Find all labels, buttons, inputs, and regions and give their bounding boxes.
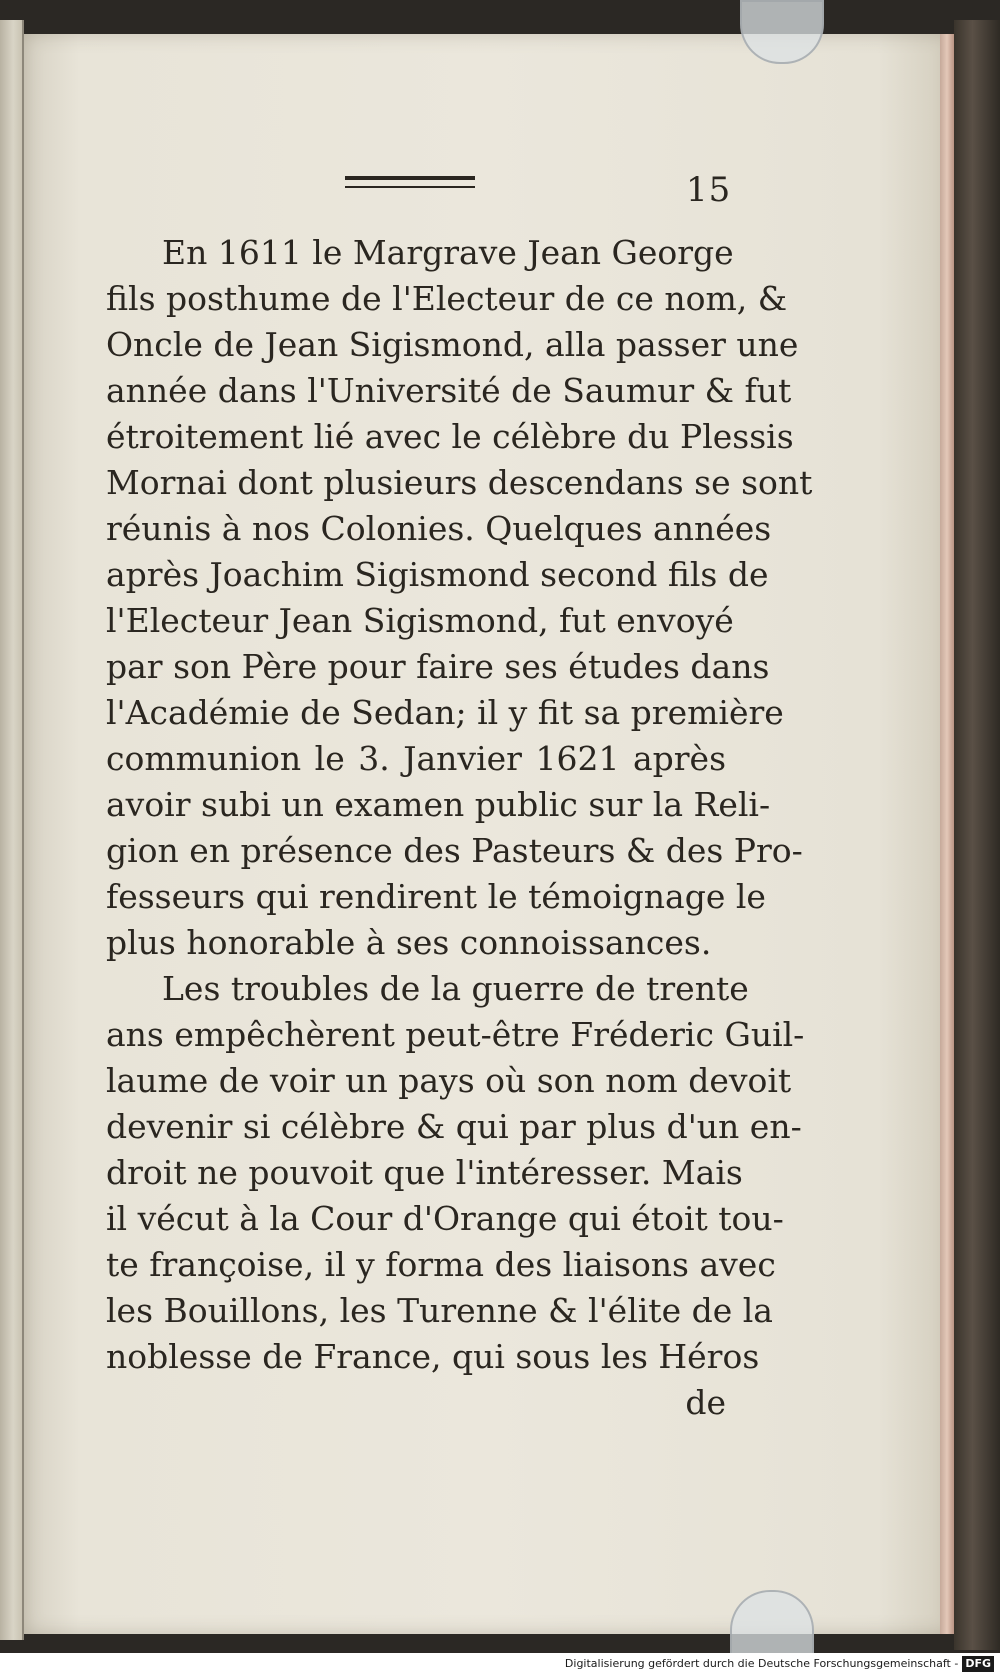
text-line: droit ne pouvoit que l'intéresser. Mais [106,1153,743,1192]
text-line: fils posthume de l'Electeur de ce nom, & [106,279,788,318]
dfg-logo: DFG [962,1656,994,1672]
text-line: après Joachim Sigismond second fils de [106,555,769,594]
text-line: ans empêchèrent peut-être Fréderic Guil- [106,1015,805,1054]
page-edge [940,34,954,1634]
catchword: de [685,1383,726,1422]
text-line: noblesse de France, qui sous les Héros [106,1337,760,1376]
footer-credit: Digitalisierung gefördert durch die Deutsche Forschungsgemeinschaft - [564,1657,959,1670]
paragraph [106,966,805,1380]
text-line: étroitement lié avec le célèbre du Plessis [106,417,794,456]
text-line: devenir si célèbre & qui par plus d'un en- [106,1107,802,1146]
text-line: l'Electeur Jean Sigismond, fut envoyé [106,601,734,640]
body-text [106,230,813,1426]
text-line: communion le 3. Janvier 1621 après [106,739,726,778]
text-line: année dans l'Université de Saumur & fut [106,371,792,410]
text-line: plus honorable à ses connoissances. [106,923,712,962]
paragraph [106,230,813,966]
text-line: gion en présence des Pasteurs & des Pro- [106,831,803,870]
text-line: par son Père pour faire ses études dans [106,647,770,686]
digitization-footer [0,1653,1000,1675]
text-line: il vécut à la Cour d'Orange qui étoit tou- [106,1199,784,1238]
text-line: En 1611 le Margrave Jean George [162,233,734,272]
text-line: Mornai dont plusieurs descendans se sont [106,463,813,502]
left-page-edge [0,20,24,1640]
text-line: avoir subi un examen public sur la Reli- [106,785,771,824]
text-line: Oncle de Jean Sigismond, alla passer une [106,325,799,364]
text-line: les Bouillons, les Turenne & l'élite de la [106,1291,773,1330]
text-line: fesseurs qui rendirent le témoignage le [106,877,766,916]
text-line: Les troubles de la guerre de trente [162,969,749,1008]
book-binding [954,20,1000,1650]
text-line: te françoise, il y forma des liaisons avec [106,1245,776,1284]
text-line: l'Académie de Sedan; il y fit sa première [106,693,784,732]
header-rule [345,176,475,188]
page-number: 15 [686,170,732,210]
text-line: laume de voir un pays où son nom devoit [106,1061,792,1100]
text-line: réunis à nos Colonies. Quelques années [106,509,772,548]
